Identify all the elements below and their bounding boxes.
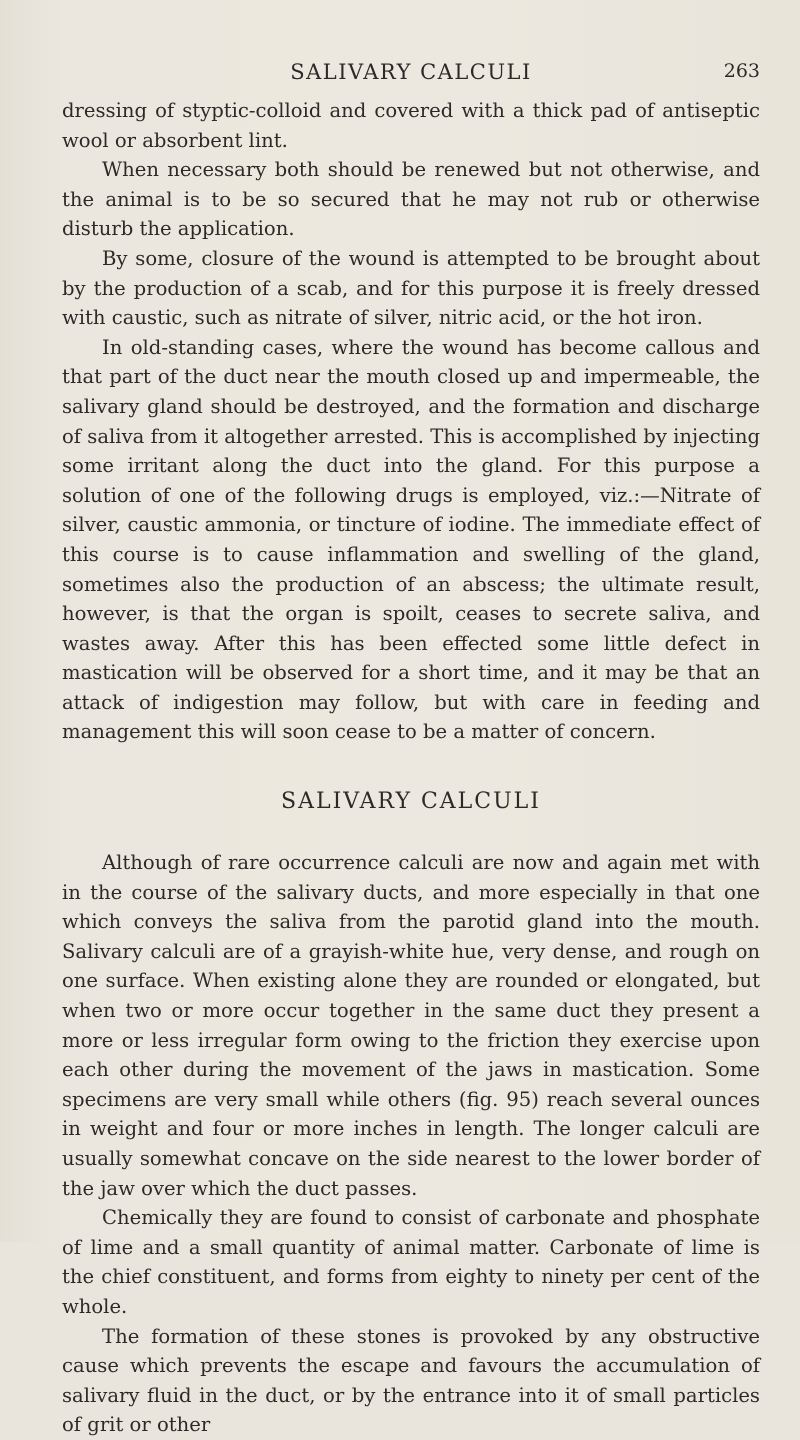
section-heading: SALIVARY CALCULI: [281, 789, 541, 815]
paragraph-old-standing-cases: In old-standing cases, where the wound has become callous and that part of the duct near the mouth closed up and impermeable, the salivary gland should be destroyed, and the formation and discharge of saliva from it altogether arrested. This is accomplished by injecting some irritant along the duct into the gland. For this purpose a solution of one of the following drugs is employed, viz.:—Nitrate of silver, caustic ammonia, or tincture of iodine. The immediate effect of this course is to cause inflammation and swelling of the gland, sometimes also the production of an abscess; the ultimate result, however, is that the organ is spoilt, ceases to secrete saliva, and wastes away. After this has been effected some little defect in mastication will be observed for a short time, and it may be that an attack of indigestion may follow, but with care in feeding and management this will soon cease to be a matter of concern.: [62, 335, 760, 744]
paragraph-calculi-description: Although of rare occurrence calculi are now and again met with in the course of the salivary ducts, and more especially in that one which conveys the saliva from the parotid gland into the mouth. Salivary calculi are of a grayish-white hue, very dense, and rough on one surface. When existing alone they are rounded or elongated, but when two or more occur together in the same duct they present a more or less irregular form owing to the friction they exercise upon each other during the movement of the jaws in mastication. Some specimens are very small while others (fig. 95) reach several ounces in weight and four or more inches in length. The longer calculi are usually somewhat concave on the side nearest to the lower border of the jaw over which the duct passes.: [62, 851, 760, 1200]
paragraph-formation: The formation of these stones is provoked by any obstructive cause which prevents the escape and favours the accumulation of salivary fluid in the duct, or by the entrance into it of small particles of grit or other: [62, 1324, 760, 1437]
paragraph-scab-closure: By some, closure of the wound is attempted to be brought about by the production of a scab, and for this purpose it is freely dressed with caustic, such as nitrate of silver, nitric acid, or the hot iron.: [62, 246, 760, 330]
running-head-title: SALIVARY CALCULI: [290, 60, 532, 84]
paragraph-continued: dressing of styptic-colloid and covered with a thick pad of antiseptic wool or absorbent lint.: [62, 99, 760, 152]
page-body: [62, 96, 760, 1440]
running-head: [62, 60, 760, 84]
paragraph-chemistry: Chemically they are found to consist of carbonate and phosphate of lime and a small quantity of animal matter. Carbonate of lime is the chief constituent, and forms from eighty to ninety per cent of the whole.: [62, 1206, 760, 1318]
paragraph-renewal: When necessary both should be renewed but not otherwise, and the animal is to be so secured that he may not rub or otherwise disturb the application.: [62, 158, 760, 241]
page-number: 263: [723, 60, 760, 82]
